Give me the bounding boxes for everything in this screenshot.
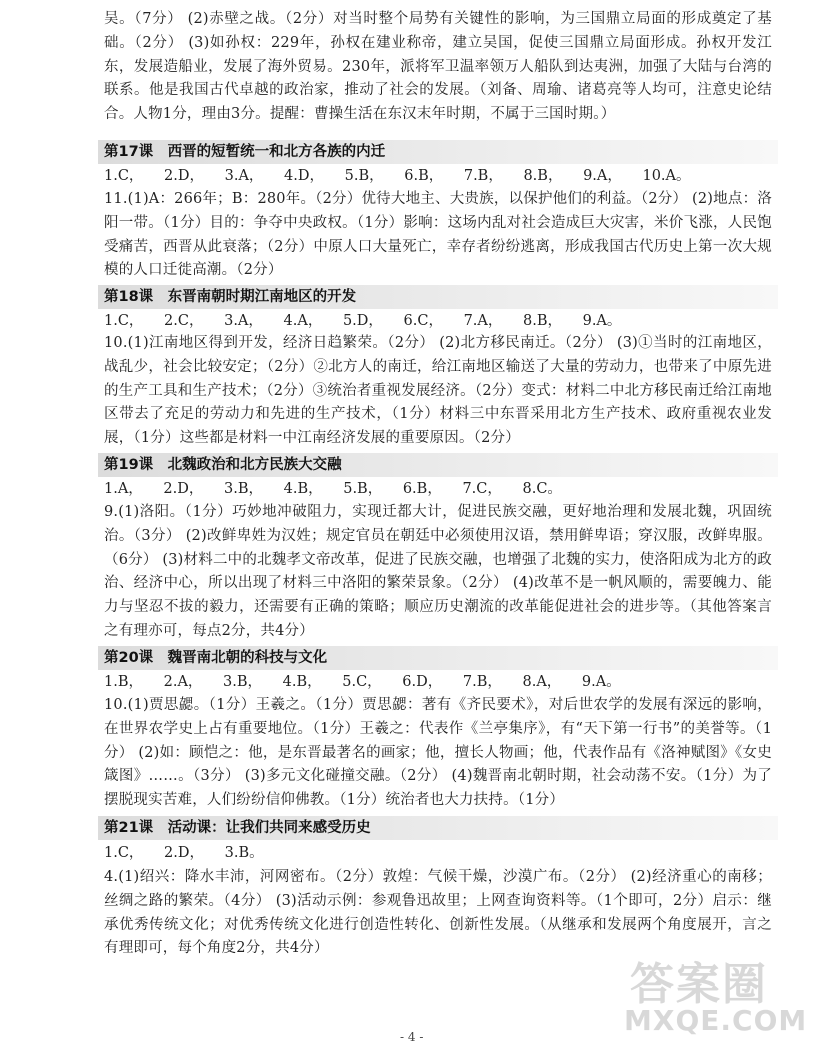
watermark-top-text: 答案圈 [630, 959, 768, 1010]
answer-item: 10.A。 [642, 168, 691, 184]
lesson-17-answers [104, 165, 772, 187]
answer-item: 8.B， [522, 313, 562, 329]
answer-item: 5.D， [342, 313, 383, 329]
answer-item: 1.C， [104, 845, 144, 861]
lesson-21-header: 第21课 活动课：让我们共同来感受历史 [98, 816, 778, 840]
lesson-18-header: 第18课 东晋南朝时期江南地区的开发 [98, 285, 778, 309]
answer-item: 2.D， [163, 481, 204, 497]
answer-item: 9.A。 [581, 674, 621, 690]
lesson-19-header: 第19课 北魏政治和北方民族大交融 [98, 453, 778, 477]
lesson-21-text: 4.(1)绍兴：降水丰沛，河网密布。（2分）敦煌：气候干燥，沙漠广布。（2分） (2)经济重心的南移；丝绸之路的繁荣。（4分） (3)活动示例：参观鲁迅故里；上网查询资料等。（1个即可，2分）启示：继承优秀传统文化；对优秀传统文化进行创造性转化、创新性发展。（从继承和发展两个角度展开，言之有理即可，每个角度2分，共4分） [104, 869, 772, 957]
answer-item: 2.C， [164, 313, 204, 329]
answer-item: 5.C， [342, 674, 382, 690]
answer-item: 5.B， [344, 168, 384, 184]
answer-item: 2.D， [164, 168, 205, 184]
watermark-logo [620, 948, 820, 1038]
page-number: - 4 - [400, 1030, 424, 1044]
answer-item: 8.A， [522, 674, 562, 690]
answer-item: 4.B， [282, 674, 322, 690]
answer-item: 8.B， [523, 168, 563, 184]
answer-item: 3.A， [224, 168, 264, 184]
answer-item: 3.B。 [224, 845, 264, 861]
answer-item: 1.C， [104, 313, 144, 329]
answer-item: 3.B， [224, 481, 263, 497]
answer-item: 1.B， [104, 674, 143, 690]
answer-item: 4.B， [283, 481, 323, 497]
answer-item: 7.B， [462, 674, 502, 690]
answer-item: 9.A。 [582, 313, 622, 329]
lesson-17-text: 11.(1)A：266年；B：280年。（2分）优待大地主、大贵族，以保护他们的利益。（2分） (2)地点：洛阳一带。（1分）目的：争夺中央政权。（1分）影响：这场内乱对社会造成巨大灾害，米价飞涨，人民饱受痛苦，西晋从此衰落；（2分）中原人口大量死亡，幸存者纷纷逃离，形成我国古代历史上第一次大规模的人口迁徙高潮。（2分） [104, 191, 772, 279]
lesson-20-header: 第20课 魏晋南北朝的科技与文化 [98, 646, 778, 670]
answer-item: 2.A， [163, 674, 203, 690]
lesson-20-answers [104, 671, 772, 693]
answer-item: 7.B， [463, 168, 503, 184]
watermark-bottom-text: MXQE.COM [624, 1004, 808, 1037]
answer-item: 6.B， [404, 168, 444, 184]
answer-item: 5.B， [343, 481, 383, 497]
lesson-19-text: 9.(1)洛阳。（1分）巧妙地冲破阻力，实现迁都大计，促进民族交融，更好地治理和发展北魏，巩固统治。（3分） (2)改鲜卑姓为汉姓；规定官员在朝廷中必须使用汉语，禁用鲜卑语；穿汉服，改鲜卑服。（6分） (3)材料二中的北魏孝文帝改革，促进了民族交融，也增强了北魏的实力，使洛阳成为北方的政治、经济中心，所以出现了材料三中洛阳的繁荣景象。（2分） (4)改革不是一帆风顺的，需要魄力、能力与坚忍不拔的毅力，还需要有正确的策略；顺应历史潮流的改革能促进社会的进步等。（其他答案言之有理亦可，每点2分，共4分） [104, 504, 772, 639]
lesson-20-text: 10.(1)贾思勰。（1分）王羲之。（1分）贾思勰：著有《齐民要术》，对后世农学的发展有深远的影响，在世界农学史上占有重要地位。（1分）王羲之：代表作《兰亭集序》，有“天下第一行书”的美誉等。（1分） (2)如：顾恺之：他，是东晋最著名的画家；他，擅长人物画；他，代表作品有《洛神赋图》《女史箴图》……。（3分） (3)多元文化碰撞交融。（2分） (4)魏晋南北朝时期，社会动荡不安。（1分）为了摆脱现实苦难，人们纷纷信仰佛教。（1分）统治者也大力扶持。（1分） [104, 697, 772, 809]
answer-item: 6.B， [402, 481, 442, 497]
lesson-19-answers [104, 478, 772, 500]
answer-item: 9.A， [583, 168, 622, 184]
answer-item: 8.C。 [522, 481, 562, 497]
answer-item: 1.A， [104, 481, 143, 497]
lesson-17-header: 第17课 西晋的短暂统一和北方各族的内迁 [98, 140, 778, 164]
lesson-18-answers [104, 310, 772, 332]
answer-item: 3.B， [223, 674, 263, 690]
answer-item: 7.C， [462, 481, 502, 497]
intro-paragraph: 吴。（7分） (2)赤壁之战。（2分）对当时整个局势有关键性的影响，为三国鼎立局面的形成奠定了基础。（2分） (3)如孙权：229年，孙权在建业称帝，建立吴国，促使三国鼎立局面形成。孙权开发江东，发展造船业，发展了海外贸易。230年，派将军卫温率领万人船队到达夷洲，加强了大陆与台湾的联系。他是我国古代卓越的政治家，推动了社会的发展。（刘备、周瑜、诸葛亮等人均可，注意史论结合。人物1分，理由3分。提醒：曹操生活在东汉末年时期，不属于三国时期。） [104, 11, 772, 123]
lesson-18-text: 10.(1)江南地区得到开发，经济日趋繁荣。（2分） (2)北方移民南迁。（2分） (3)①当时的江南地区，战乱少，社会比较安定；（2分）②北方人的南迁，给江南地区输送了大量的劳动力，也带来了中原先进的生产工具和生产技术；（2分）③统治者重视发展经济。（2分）变式：材料二中北方移民南迁给江南地区带去了充足的劳动力和先进的生产技术，（1分）材料三中东晋采用北方生产技术、政府重视农业发展，（1分）这些都是材料一中江南经济发展的重要原因。（2分） [104, 335, 772, 447]
answer-item: 4.D， [284, 168, 325, 184]
answer-item: 1.C， [104, 168, 144, 184]
answer-item: 2.D， [164, 845, 205, 861]
answer-item: 6.D， [402, 674, 443, 690]
answer-item: 7.A， [463, 313, 503, 329]
answer-item: 3.A， [224, 313, 263, 329]
answer-item: 6.C， [403, 313, 443, 329]
lesson-21-answers [104, 842, 772, 864]
answer-item: 4.A， [283, 313, 323, 329]
